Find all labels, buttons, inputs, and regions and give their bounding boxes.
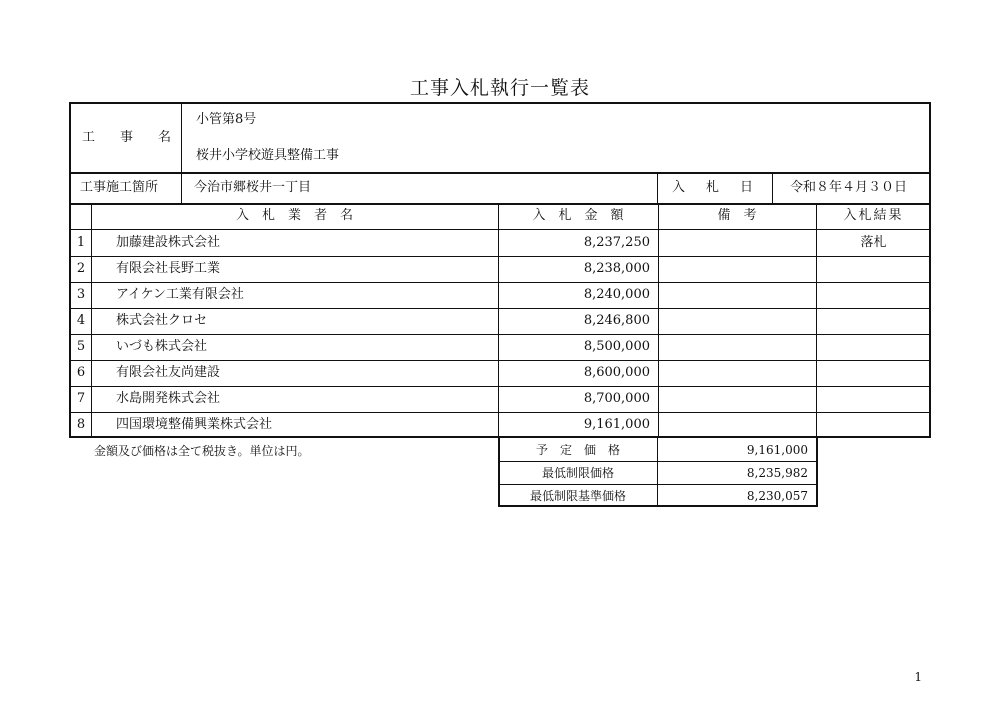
price-value: 8,235,982 xyxy=(746,466,808,480)
bid-amount: 8,600,000 xyxy=(583,365,650,380)
row-number: 4 xyxy=(76,313,86,328)
price-value: 8,230,057 xyxy=(746,489,808,503)
page-number: 1 xyxy=(914,670,922,684)
page-title: 工事入札執行一覧表 xyxy=(409,77,590,99)
price-label: 最低制限価格 xyxy=(541,466,614,480)
bidder-name: アイケン工業有限会社 xyxy=(116,287,244,302)
bid-amount: 8,246,800 xyxy=(583,313,650,328)
bidder-name: 株式会社クロセ xyxy=(116,313,208,328)
row-number: 5 xyxy=(76,339,86,354)
row-number: 2 xyxy=(76,261,86,276)
divider xyxy=(69,360,931,361)
divider xyxy=(498,484,818,485)
bid-date-label: 入 札 日 xyxy=(672,180,758,195)
bidder-name: 四国環境整備興業株式会社 xyxy=(116,417,273,432)
bid-result: 落札 xyxy=(860,235,887,250)
price-label: 最低制限基準価格 xyxy=(529,489,626,503)
divider xyxy=(69,282,931,283)
row-number: 6 xyxy=(76,365,86,380)
divider xyxy=(658,203,659,438)
project-name-label: 工 事 名 xyxy=(82,130,178,145)
header-bidder: 入 札 業 者 名 xyxy=(235,208,353,223)
location-label: 工事施工箇所 xyxy=(80,180,159,195)
divider xyxy=(657,172,658,203)
row-number: 7 xyxy=(76,391,86,406)
bidder-name: 有限会社友尚建設 xyxy=(116,365,221,380)
divider xyxy=(498,461,818,462)
row-number: 3 xyxy=(76,287,86,302)
project-name-line2: 桜井小学校遊具整備工事 xyxy=(196,148,340,163)
row-number: 1 xyxy=(76,235,86,250)
bidder-name: いづも株式会社 xyxy=(116,339,208,354)
divider xyxy=(69,334,931,335)
bid-date-value: 令和８年４月３０日 xyxy=(790,180,908,195)
location-value: 今治市郷桜井一丁目 xyxy=(194,180,312,195)
divider xyxy=(69,229,931,230)
bidder-name: 加藤建設株式会社 xyxy=(116,235,221,250)
bid-amount: 8,237,250 xyxy=(583,235,650,250)
bidder-name: 有限会社長野工業 xyxy=(116,261,221,276)
footnote: 金額及び価格は全て税抜き。単位は円。 xyxy=(94,444,310,458)
divider xyxy=(498,203,499,438)
row-number: 8 xyxy=(76,417,86,432)
bid-amount: 8,240,000 xyxy=(583,287,650,302)
bid-amount: 8,500,000 xyxy=(583,339,650,354)
header-amount: 入 札 金 額 xyxy=(532,208,624,223)
bid-amount: 9,161,000 xyxy=(583,417,650,432)
divider xyxy=(69,256,931,257)
divider xyxy=(69,386,931,387)
price-label: 予 定 価 格 xyxy=(535,443,620,457)
header-result: 入札結果 xyxy=(843,208,904,223)
divider xyxy=(69,172,931,174)
divider xyxy=(69,412,931,413)
bid-amount: 8,700,000 xyxy=(583,391,650,406)
divider xyxy=(772,172,773,203)
bidder-name: 水島開発株式会社 xyxy=(116,391,221,406)
project-name-line1: 小管第8号 xyxy=(196,112,257,127)
divider xyxy=(181,102,182,203)
divider xyxy=(69,308,931,309)
price-value: 9,161,000 xyxy=(746,443,808,457)
header-note: 備 考 xyxy=(717,208,757,223)
bid-amount: 8,238,000 xyxy=(583,261,650,276)
divider xyxy=(69,203,931,205)
divider xyxy=(91,203,92,438)
